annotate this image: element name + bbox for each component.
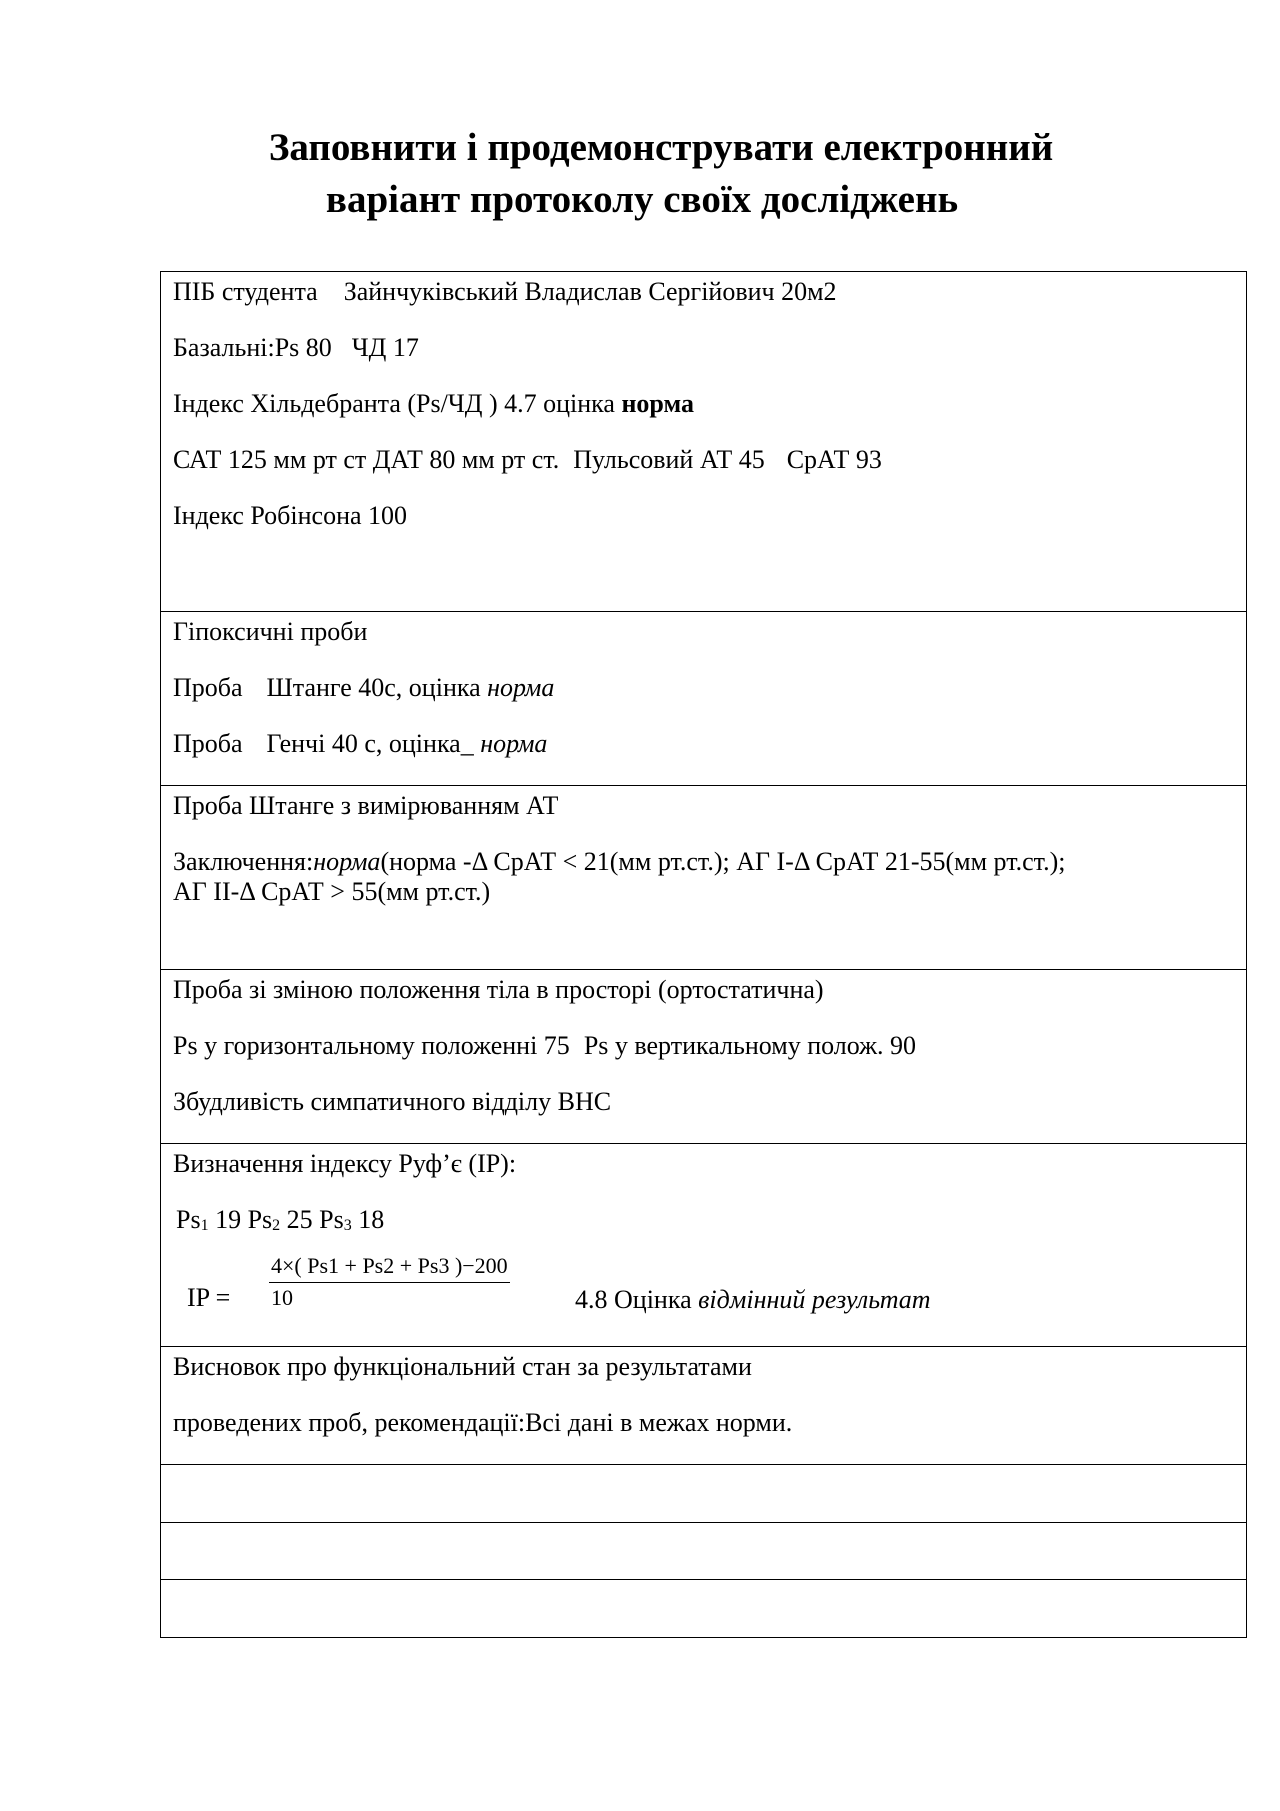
orthostatic-heading: Проба зі зміною положення тіла в просторі (ортостатична) (173, 975, 824, 1004)
stange-bp-heading: Проба Штанге з вимірюванням АТ (173, 791, 559, 820)
ps1-sub: 1 (200, 1217, 209, 1234)
conclusion-line-2: проведених проб, рекомендації:Всі дані в межах норми. (173, 1408, 793, 1437)
stange-label: Проба (173, 673, 243, 702)
hildebrandt-row (173, 389, 1236, 445)
conclusion-label: Заключення: (173, 847, 314, 876)
genchi-grade: норма (480, 729, 548, 758)
basal-row (173, 333, 1236, 389)
ps3-value: 18 (358, 1205, 385, 1234)
robinson-row (173, 501, 1236, 557)
hypoxic-heading: Гіпоксичні проби (173, 617, 368, 646)
ps2-value: 25 (286, 1205, 313, 1234)
section-conclusion-cell (161, 1347, 1247, 1465)
ps3-sub: 3 (343, 1217, 352, 1234)
pulse-bp: Пульсовий АТ 45 (573, 445, 765, 474)
stange-grade: норма (487, 673, 555, 702)
section-conclusion (161, 1347, 1247, 1465)
ruffier-heading: Визначення індексу Руф’є (IP): (173, 1149, 517, 1178)
formula-numerator: 4×( Ps1 + Ps2 + Ps3 )−200 (269, 1253, 510, 1283)
ps-horizontal: Ps у горизонтальному положенні 75 (173, 1031, 570, 1060)
ps2-sub: 2 (272, 1217, 281, 1234)
stange-text: Штанге 40с, оцінка (266, 673, 481, 702)
conclusion-criteria-line-2: АГ II-Δ СрАТ > 55(мм рт.ст.) (173, 877, 491, 906)
formula-denominator: 10 (271, 1285, 293, 1310)
stange-bp-conclusion (173, 847, 1236, 877)
page-title (0, 122, 1280, 226)
section-orthostatic (161, 970, 1247, 1144)
hildebrandt-grade: норма (621, 389, 695, 418)
protocol-table (160, 271, 1247, 1638)
section-ruffier (161, 1144, 1247, 1347)
section-stange-bp-cell (161, 786, 1247, 970)
conclusion-line-1: Висновок про функціональний стан за результатами (173, 1352, 752, 1381)
conclusion-value: норма (313, 847, 381, 876)
ps1-value: 19 (215, 1205, 242, 1234)
blood-pressure-row (173, 445, 1236, 501)
ip-label: IP = (187, 1283, 231, 1312)
section-hypoxic (161, 612, 1247, 786)
section-basic (161, 272, 1247, 612)
ruffier-pulse-row (173, 1205, 1236, 1249)
empty-row-2 (161, 1523, 1247, 1580)
ip-result-grade: відмінний результат (698, 1285, 931, 1314)
empty-row-3 (161, 1580, 1247, 1638)
student-row (173, 277, 1236, 333)
student-name: Зайнчуківський Владислав Сергійович 20м2 (343, 277, 837, 306)
ip-result-text: 4.8 Оцінка (575, 1285, 692, 1314)
basal-ps: Базальні:Ps 80 (173, 333, 332, 362)
empty-cell[interactable] (161, 1580, 1247, 1638)
conclusion-criteria: (норма -Δ СрАТ < 21(мм рт.ст.); АГ I-Δ СрАТ 21-55(мм рт.ст.); (380, 847, 1066, 876)
section-stange-bp (161, 786, 1247, 970)
ps-vertical: Ps у вертикальному полож. 90 (583, 1031, 917, 1060)
empty-cell[interactable] (161, 1523, 1247, 1580)
genchi-text: Генчі 40 с, оцінка_ (266, 729, 474, 758)
section-hypoxic-cell (161, 612, 1247, 786)
mean-bp: СрАТ 93 (786, 445, 882, 474)
title-line-2: варіант протоколу своїх досліджень (325, 178, 959, 221)
robinson-index: Індекс Робінсона 100 (173, 501, 408, 530)
basal-hr: ЧД 17 (351, 333, 419, 362)
ip-result (575, 1285, 931, 1315)
student-label: ПІБ студента (173, 277, 318, 306)
ruffier-formula (269, 1253, 510, 1311)
section-basic-cell (161, 272, 1247, 612)
section-ruffier-cell (161, 1144, 1247, 1347)
stange-row (173, 673, 1236, 729)
ps3-label: Ps (319, 1205, 344, 1234)
title-line-1: Заповнити і продемонструвати електронний (268, 126, 1054, 169)
genchi-label: Проба (173, 729, 243, 758)
orthostatic-conclusion: Збудливість симпатичного відділу ВНС (173, 1087, 612, 1116)
empty-row-1 (161, 1465, 1247, 1523)
ps2-label: Ps (247, 1205, 273, 1234)
ps1-label: Ps (176, 1205, 201, 1234)
empty-cell[interactable] (161, 1465, 1247, 1523)
genchi-row (173, 729, 1236, 785)
section-orthostatic-cell (161, 970, 1247, 1144)
bp-text: САТ 125 мм рт ст ДАТ 80 мм рт ст. (173, 445, 560, 474)
orthostatic-values-row (173, 1031, 1236, 1087)
ruffier-formula-row (173, 1249, 1236, 1339)
hildebrandt-text: Індекс Хільдебранта (Ps/ЧД ) 4.7 оцінка (173, 389, 615, 418)
